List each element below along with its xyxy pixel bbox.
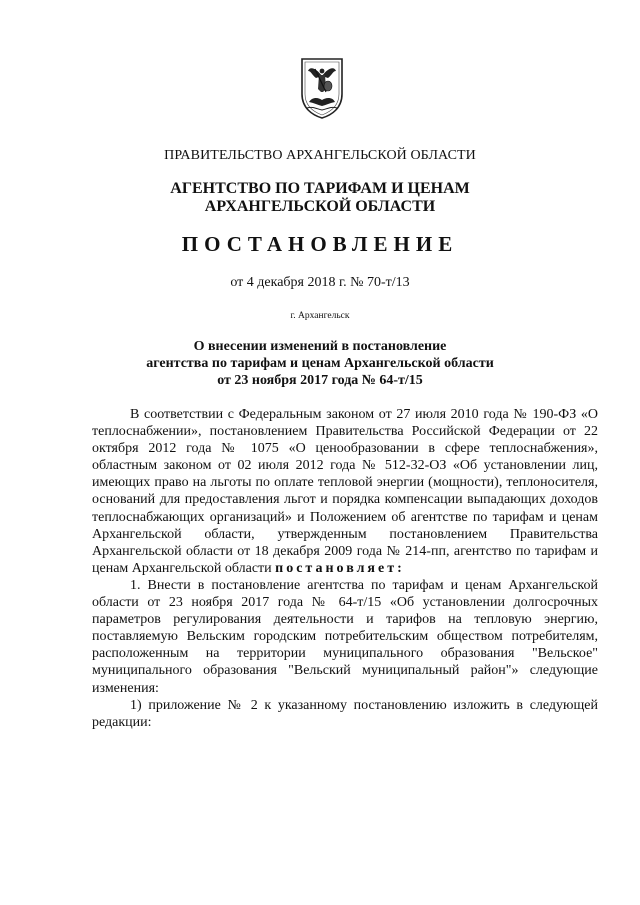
body-paragraph-1 xyxy=(92,406,598,577)
body-paragraph-3: 1) приложение № 2 к указанному постановлению изложить в следующей редакции: xyxy=(92,697,598,730)
title-line1: О внесении изменений в постановление xyxy=(193,339,447,354)
title-line2: агентства по тарифам и ценам Архангельской области xyxy=(146,356,494,371)
document-title xyxy=(0,338,640,389)
title-line3: от 23 ноября 2017 года № 64-т/15 xyxy=(217,373,423,388)
coat-of-arms-icon xyxy=(299,56,345,120)
body-paragraph-2: 1. Внести в постановление агентства по тарифам и ценам Архангельской области от 23 ноября 2017 года № 64-т/15 «Об установлении долгосрочных параметров регулирования деятельности и тарифов на тепловую энергию, поставляемую Вельским городским потребительским обществом потребителям, расположенным на территории муниципального образования "Вельское" муниципального образования "Вельский муниципальный район"» следующие изменения: xyxy=(92,577,598,696)
agency-name-line1: АГЕНТСТВО ПО ТАРИФАМ И ЦЕНАМ xyxy=(170,180,470,197)
document-city: г. Архангельск xyxy=(290,311,350,321)
document-type: ПОСТАНОВЛЕНИЕ xyxy=(181,232,459,256)
decree-verb: постановляет: xyxy=(275,560,405,576)
document-body xyxy=(92,406,598,731)
agency-name xyxy=(0,180,640,216)
paragraph-1-text: В соответствии с Федеральным законом от 27 июля 2010 года № 190-ФЗ «О теплоснабжении», постановлением Правительства Российской Федерации от 22 октября 2012 года № 1075 «О ценообразовании в сфере теплоснабжения», областным законом от 02 июля 2012 года № 512-32-ОЗ «Об установлении лиц, имеющих право на льготы по оплате тепловой энергии (мощности), теплоносителя, оснований для предоставления льгот и порядка компенсации выпадающих доходов теплоснабжающих организаций» и Положением об агентстве по тарифам и ценам Архангельской области, утвержденным постановлением Правительства Архангельской области от 18 декабря 2009 года № 214-пп, агентство по тарифам и ценам Архангельской области xyxy=(92,407,598,576)
government-name: ПРАВИТЕЛЬСТВО АРХАНГЕЛЬСКОЙ ОБЛАСТИ xyxy=(164,148,476,163)
document-date-number: от 4 декабря 2018 г. № 70-т/13 xyxy=(230,275,410,290)
agency-name-line2: АРХАНГЕЛЬСКОЙ ОБЛАСТИ xyxy=(204,198,436,215)
